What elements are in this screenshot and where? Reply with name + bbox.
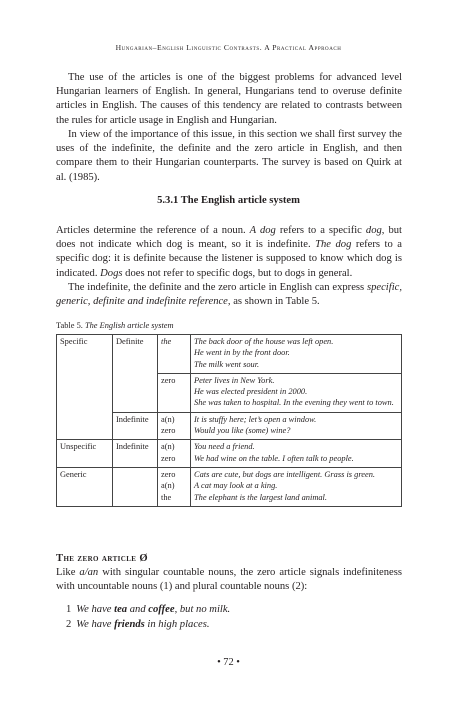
reference-cell: Generic [57,467,113,506]
article-line: zero [161,469,176,479]
text-run: Articles determine the reference of a noun. [56,225,250,236]
text-run: , but does not indicate which dog is meant, so it is indefinite. [56,225,402,251]
bold-term: friends [114,619,145,630]
bold-term: tea [114,604,128,615]
reference-cell [113,467,158,506]
examples-cell [191,467,402,506]
article-line: a(n) [161,442,175,452]
example-line: A cat may look at a king. [194,481,278,491]
example-line: It is stuffy here; let’s open a window. [194,414,317,424]
article-line: a(n) [161,414,175,424]
intro-paragraph-2: In view of the importance of this issue, in this section we shall first survey the uses of the indefinite, the definite and the zero article in English, and then compare them to their Hungarian counterparts. The survey is based on Quirk at al. (1985). [56,129,402,183]
running-head: Hungarian–English Linguistic Contrasts. A Practical Approach [115,43,342,52]
example-line: She was taken to hospital. In the evening they went to town. [194,398,394,408]
italic-term: The dog [315,239,352,251]
reference-cell: Specific [57,335,113,440]
reference-cell: Unspecific [57,440,113,468]
article-cell [158,440,191,468]
example-sentence-1 [66,603,230,617]
article-cell: the [158,335,191,374]
section-title: 5.3.1 The English article system [157,195,300,206]
article-line: the [161,492,172,502]
italic-term: a/an [79,567,99,578]
table-row [57,335,402,374]
text-run: as shown in Table 5. [230,296,320,308]
reference-cell: Indefinite [113,440,158,468]
article-system-table [56,334,402,507]
example-line: We had wine on the table. I often talk to people. [194,453,354,463]
article-line: zero [161,426,176,436]
example-sentence-2 [66,618,210,632]
text-run: We have [76,619,115,630]
article-cell [158,467,191,506]
example-line: He was elected president in 2000. [194,387,308,397]
examples-cell [191,440,402,468]
table-row [57,467,402,506]
table-caption [56,321,174,330]
caption-title: The English article system [84,321,174,330]
article-cell [158,412,191,440]
example-line: You need a friend. [194,442,255,452]
article-line: a(n) [161,481,175,491]
example-line: The back door of the house was left open. [194,337,334,346]
body-paragraph-2 [56,281,402,309]
italic-term: A dog [249,225,276,236]
zero-article-paragraph [56,566,402,594]
article-line: zero [161,453,176,463]
caption-label: Table 5. [56,321,85,330]
example-line: Cats are cute, but dogs are intelligent. Grass is green. [194,469,375,479]
bold-term: coffee [148,604,175,615]
article-cell: zero [158,373,191,412]
example-number: 2 [66,619,72,630]
text-run: in high places. [144,619,210,630]
text-run: and [127,604,149,615]
text-run: Like [56,567,80,578]
text-run: refers to a specific [275,225,366,236]
italic-term: specific, generic, definite and indefinite reference, [56,282,402,308]
examples-cell [191,335,402,374]
zero-article-heading: The zero article Ø [56,553,149,564]
example-line: The elephant is the largest land animal. [194,492,327,502]
body-paragraph-1 [56,224,402,281]
example-number: 1 [66,604,72,615]
italic-term: Dogs [100,267,123,279]
intro-paragraph-1: The use of the articles is one of the biggest problems for advanced level Hungarian learners of English. In general, Hungarians tend to overuse definite articles in English. The causes of this tendency are related to contrasts between the rules for article usage in English and Hungarian. [56,72,402,126]
text-run: does not refer to specific dogs, but to dogs in general. [122,267,353,279]
text-run: refers to a specific dog: it is definite because the listener is supposed to know which dog is indicated. [56,239,402,279]
italic-term: dog [365,225,382,236]
example-line: Peter lives in New York. [194,375,275,385]
example-line: He went in by the front door. [194,348,290,358]
reference-cell: Definite [113,335,158,413]
text-run: We have [76,604,115,615]
table-row [57,440,402,468]
text-run: The indefinite, the definite and the zero article in English can express [68,282,367,293]
reference-cell: Indefinite [113,412,158,440]
page-number: • 72 • [217,657,240,668]
example-line: The milk went sour. [194,359,260,369]
text-run: , but no milk. [174,604,231,615]
examples-cell [191,412,402,440]
example-line: Would you like (some) wine? [194,426,291,436]
text-run: with singular countable nouns, the zero article signals indefiniteness with uncountable nouns (1) and plural countable nouns (2): [56,567,402,593]
examples-cell [191,373,402,412]
